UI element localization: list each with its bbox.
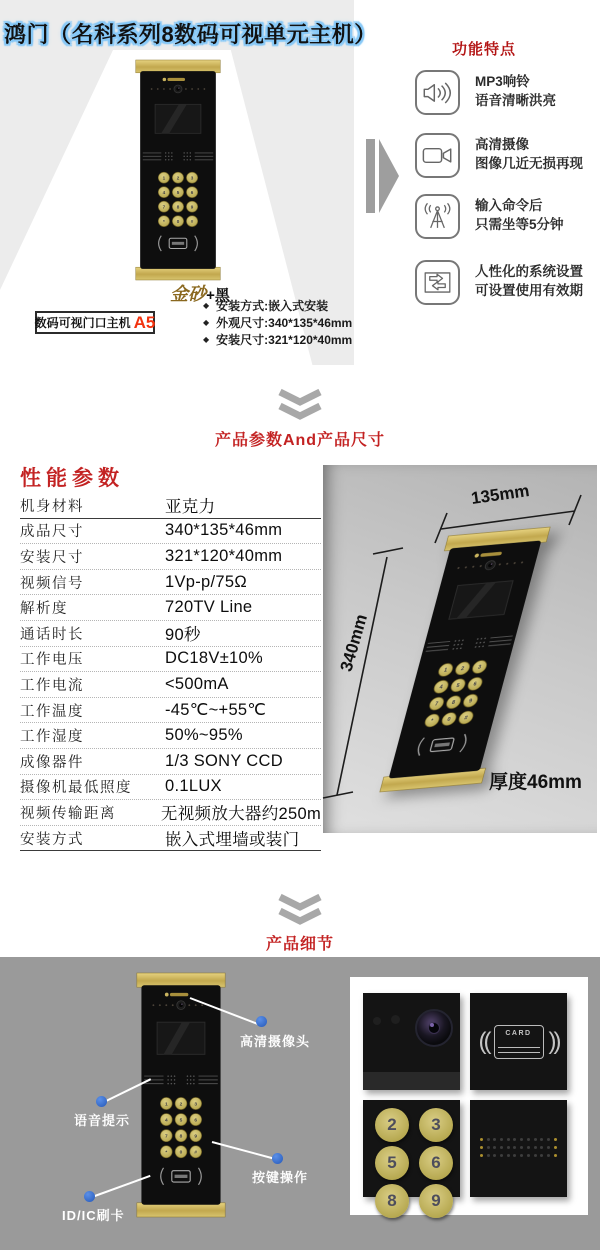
spec-label: 视频传输距离 — [20, 805, 116, 822]
speaker-hole — [480, 1146, 483, 1149]
antenna-icon — [415, 194, 460, 239]
speaker-hole — [507, 1138, 510, 1141]
spec-value: 无视频放大器约250m — [160, 805, 321, 824]
spec-row — [20, 595, 321, 621]
page-title: 鸿门（名科系列8数码可视单元主机） — [4, 22, 377, 47]
feature-line2: 图像几近无损再现 — [475, 156, 583, 171]
spec-value: 90秒 — [165, 626, 201, 645]
width-dimension-label: 135mm — [469, 481, 531, 508]
feature-text — [475, 196, 564, 234]
svg-text:7: 7 — [434, 701, 439, 708]
speaker-icon — [415, 70, 460, 115]
speaker-hole — [534, 1154, 537, 1157]
svg-text:7: 7 — [164, 1134, 168, 1140]
system-arrows-icon — [415, 260, 460, 305]
spec-row — [20, 698, 321, 724]
card-reader-icon — [470, 993, 567, 1090]
callout-label-camera: 高清摄像头 — [240, 1034, 311, 1049]
camera-detail-tile — [363, 993, 460, 1090]
svg-text:4: 4 — [162, 189, 166, 195]
speaker-hole — [520, 1146, 523, 1149]
spec-row — [20, 647, 321, 673]
feature-line1: 输入命令后 — [475, 198, 543, 213]
spec-label: 工作温度 — [20, 703, 84, 720]
feature-text — [475, 135, 583, 173]
spec-label: 安装尺寸 — [20, 549, 84, 566]
spec-row — [20, 519, 321, 545]
spec-label: 工作电压 — [20, 652, 84, 669]
svg-text:8: 8 — [451, 700, 456, 707]
feature-line2: 只需坐等5分钟 — [475, 217, 564, 232]
arrow-bar-icon — [366, 139, 375, 213]
callout-label-voice: 语音提示 — [74, 1113, 131, 1128]
video-camera-icon — [415, 133, 460, 178]
svg-text:1: 1 — [162, 175, 166, 181]
callout-dot — [84, 1191, 95, 1202]
speaker-hole — [534, 1138, 537, 1141]
speaker-hole — [487, 1146, 490, 1149]
speaker-hole — [500, 1154, 503, 1157]
speaker-hole — [527, 1154, 530, 1157]
spec-label: 工作电流 — [20, 677, 84, 694]
keypad-detail-tile — [363, 1100, 460, 1210]
svg-text:3: 3 — [194, 1102, 198, 1108]
svg-text:7: 7 — [162, 204, 166, 210]
spec-row — [20, 723, 321, 749]
wave-right-icon: )) — [548, 1027, 559, 1055]
svg-text:#: # — [463, 715, 469, 722]
svg-text:*: * — [429, 718, 434, 725]
camera-lens-icon — [415, 1009, 453, 1047]
feature-text — [475, 262, 583, 300]
card-stripe — [498, 1047, 540, 1048]
feature-line2: 语音清晰洪亮 — [475, 93, 556, 108]
spec-row — [20, 672, 321, 698]
speaker-hole — [554, 1146, 557, 1149]
svg-text:#: # — [190, 218, 194, 224]
svg-text:0: 0 — [176, 218, 180, 224]
speaker-hole — [493, 1146, 496, 1149]
double-chevron-down-icon — [277, 893, 323, 931]
speaker-hole — [540, 1138, 543, 1141]
svg-text:5: 5 — [455, 683, 461, 690]
detail-tiles-panel — [350, 977, 588, 1215]
spec-row — [20, 826, 321, 852]
svg-text:0: 0 — [179, 1150, 183, 1156]
speaker-hole — [493, 1154, 496, 1157]
svg-text:1: 1 — [164, 1102, 168, 1108]
svg-text:6: 6 — [190, 189, 194, 195]
spec-value: 亚克力 — [165, 498, 216, 517]
spec-label: 安装方式 — [20, 831, 84, 848]
speaker-hole — [520, 1138, 523, 1141]
card-reader-detail-tile — [470, 993, 567, 1090]
speaker-hole — [480, 1154, 483, 1157]
model-label-box — [35, 311, 155, 334]
speaker-hole — [507, 1154, 510, 1157]
spec-label: 成品尺寸 — [20, 524, 84, 541]
height-dimension-label: 340mm — [336, 612, 372, 674]
depth-dimension-label: 厚度46mm — [489, 772, 582, 793]
gold-key: 9 — [419, 1184, 453, 1218]
speaker-hole — [513, 1138, 516, 1141]
spec-row — [20, 749, 321, 775]
speaker-detail-tile — [470, 1100, 567, 1197]
svg-text:6: 6 — [194, 1118, 198, 1124]
divider-label-params: 产品参数And产品尺寸 — [214, 432, 386, 449]
spec-value: 嵌入式埋墙或装门 — [165, 831, 300, 850]
speaker-holes — [480, 1138, 557, 1157]
intercom-tilted-photo — [378, 527, 553, 792]
svg-text:4: 4 — [164, 1118, 168, 1124]
svg-text:6: 6 — [472, 681, 478, 688]
svg-text:#: # — [194, 1150, 198, 1156]
model-code: A5 — [133, 312, 156, 332]
gold-key: 5 — [375, 1146, 409, 1180]
speaker-hole — [500, 1146, 503, 1149]
spec-row — [20, 493, 321, 519]
speaker-hole — [547, 1146, 550, 1149]
speaker-hole — [540, 1146, 543, 1149]
svg-text:2: 2 — [460, 666, 465, 673]
spec-label: 视频信号 — [20, 575, 84, 592]
feature-item — [415, 194, 595, 242]
gold-key: 8 — [375, 1184, 409, 1218]
bullet-item — [203, 314, 353, 331]
speaker-hole — [527, 1138, 530, 1141]
bullet-text: 安装方式:嵌入式安装 — [216, 299, 329, 313]
gold-key: 3 — [419, 1108, 453, 1142]
callout-label-keypad: 按键操作 — [252, 1170, 309, 1185]
spec-value: 321*120*40mm — [165, 546, 283, 565]
model-prefix: 数码可视门口主机 — [34, 316, 131, 330]
callout-dot — [96, 1096, 107, 1107]
specs-heading: 性能参数 — [20, 467, 124, 490]
callout-label-card: ID/IC刷卡 — [62, 1208, 125, 1223]
feature-item — [415, 133, 595, 181]
spec-label: 工作湿度 — [20, 729, 84, 746]
gold-key: 2 — [375, 1108, 409, 1142]
speaker-hole — [554, 1138, 557, 1141]
bullet-item — [203, 297, 353, 314]
speaker-hole — [540, 1154, 543, 1157]
feature-line1: 人性化的系统设置 — [475, 264, 583, 279]
features-heading: 功能特点 — [452, 41, 517, 58]
svg-text:5: 5 — [176, 189, 180, 195]
spec-label: 通话时长 — [20, 626, 84, 643]
svg-text:2: 2 — [179, 1102, 183, 1108]
svg-text:3: 3 — [477, 664, 482, 671]
svg-text:0: 0 — [446, 716, 452, 723]
svg-text:9: 9 — [194, 1134, 198, 1140]
intercom-detail-photo — [135, 973, 227, 1217]
speaker-hole — [493, 1138, 496, 1141]
spec-label: 机身材料 — [20, 498, 84, 515]
speaker-hole — [527, 1146, 530, 1149]
svg-text:2: 2 — [176, 175, 180, 181]
speaker-hole — [513, 1154, 516, 1157]
speaker-hole — [547, 1138, 550, 1141]
card-word: CARD — [505, 1029, 532, 1037]
spec-value: 720TV Line — [165, 598, 253, 617]
speaker-hole — [520, 1154, 523, 1157]
svg-text:8: 8 — [176, 204, 180, 210]
double-chevron-down-icon — [277, 388, 323, 426]
gold-key: 6 — [419, 1146, 453, 1180]
speaker-hole — [513, 1146, 516, 1149]
panel-strip — [363, 1072, 460, 1090]
feature-line1: 高清摄像 — [475, 137, 529, 152]
speaker-hole — [547, 1154, 550, 1157]
spec-row — [20, 775, 321, 801]
variant-black-text: +黑 — [206, 287, 230, 304]
spec-row — [20, 570, 321, 596]
divider-label-details: 产品细节 — [265, 936, 334, 953]
spec-row — [20, 544, 321, 570]
arrow-triangle-icon — [379, 139, 399, 213]
diamond-bullet-icon: ◆ — [203, 301, 210, 310]
callout-dot — [256, 1016, 267, 1027]
spec-label: 解析度 — [20, 601, 68, 618]
intercom-product-photo — [134, 60, 222, 280]
spec-value: 340*135*46mm — [165, 521, 283, 540]
card-shape — [494, 1025, 544, 1059]
wave-left-icon: (( — [478, 1027, 489, 1055]
feature-line1: MP3响铃 — [475, 74, 530, 89]
svg-text:5: 5 — [179, 1118, 183, 1124]
spec-value: 1/3 SONY CCD — [165, 751, 283, 770]
spec-value: <500mA — [165, 674, 229, 693]
bullet-text: 外观尺寸:340*135*46mm — [216, 316, 353, 330]
card-stripe — [498, 1052, 540, 1053]
spec-row — [20, 800, 321, 826]
speaker-hole — [534, 1146, 537, 1149]
svg-text:*: * — [163, 218, 165, 224]
svg-text:9: 9 — [467, 698, 473, 705]
led-dot — [373, 1017, 381, 1025]
svg-text:3: 3 — [190, 175, 194, 181]
svg-text:4: 4 — [438, 684, 444, 691]
speaker-hole — [487, 1154, 490, 1157]
spec-row — [20, 621, 321, 647]
spec-value: 50%~95% — [165, 726, 243, 745]
svg-text:1: 1 — [443, 667, 448, 674]
variant-gold-text: 金砂 — [170, 284, 207, 304]
spec-table — [20, 493, 321, 851]
speaker-hole — [480, 1138, 483, 1141]
background-wedge-left — [0, 50, 113, 290]
spec-bullet-list — [203, 297, 353, 348]
svg-text:*: * — [165, 1150, 168, 1156]
spec-label: 成像器件 — [20, 754, 84, 771]
dimension-photo — [323, 465, 597, 833]
spec-value: -45℃~+55℃ — [165, 701, 267, 720]
speaker-hole — [507, 1146, 510, 1149]
svg-text:8: 8 — [179, 1134, 183, 1140]
feature-text — [475, 72, 556, 110]
speaker-hole — [487, 1138, 490, 1141]
spec-label: 摄像机最低照度 — [20, 780, 132, 797]
diamond-bullet-icon: ◆ — [203, 318, 210, 327]
spec-value: DC18V±10% — [165, 649, 263, 668]
bullet-text: 安装尺寸:321*120*40mm — [216, 333, 353, 347]
bullet-item — [203, 331, 353, 348]
speaker-hole — [500, 1138, 503, 1141]
diamond-bullet-icon: ◆ — [203, 335, 210, 344]
spec-value: 0.1LUX — [165, 777, 222, 796]
svg-text:9: 9 — [190, 204, 194, 210]
feature-line2: 可设置使用有效期 — [475, 283, 583, 298]
lens-glint — [430, 1023, 434, 1027]
callout-dot — [272, 1153, 283, 1164]
feature-item — [415, 260, 595, 308]
speaker-hole — [554, 1154, 557, 1157]
spec-value: 1Vp-p/75Ω — [165, 572, 248, 591]
led-dot — [391, 1015, 400, 1024]
feature-item — [415, 70, 595, 118]
